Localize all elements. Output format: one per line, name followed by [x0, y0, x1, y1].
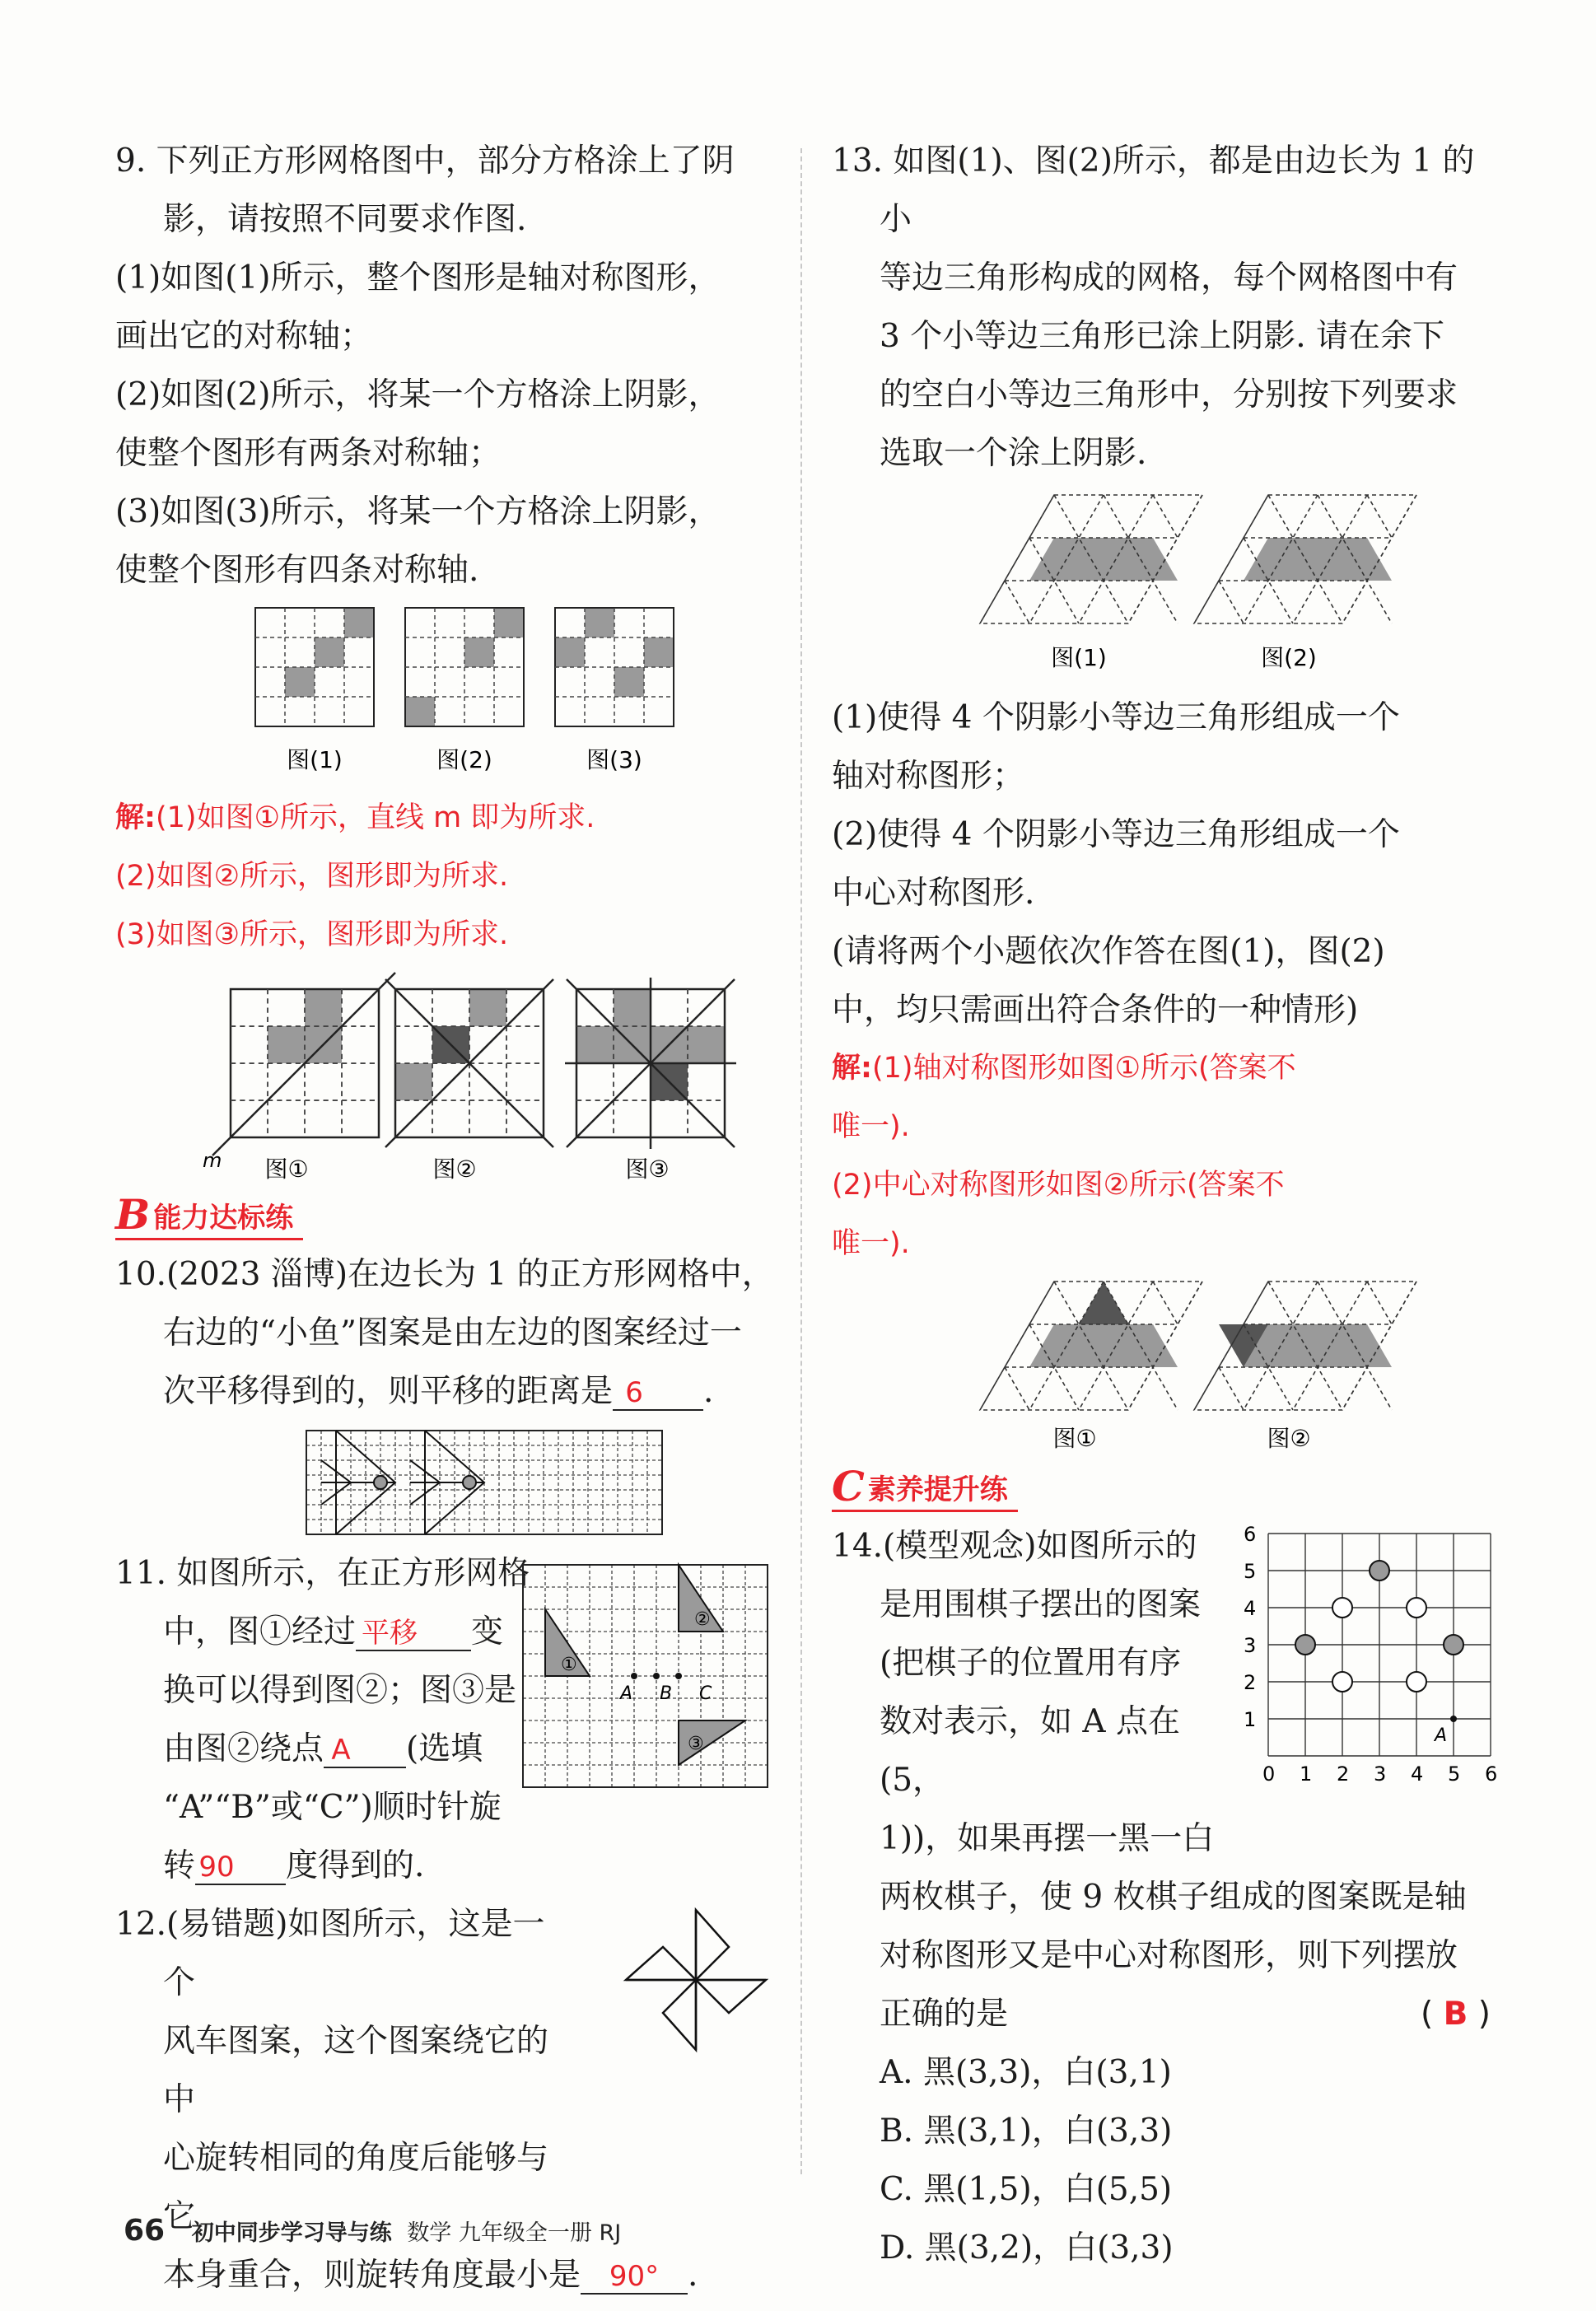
q14-x-tick: 3 [1374, 1762, 1387, 1786]
q14-stem-bottom: 两枚棋子，使 9 枚棋子组成的图案既是轴 对称图形又是中心对称图形，则下列摆放 正确的是 ( B ) [832, 1868, 1499, 2043]
q10-stem: 10.(2023 淄博)在边长为 1 的正方形网格中， 右边的“小鱼”图案是由左边的图案经过一 次平移得到的，则平移的距离是 6 . [115, 1256, 774, 1410]
q9-part2: (2)如图(2)所示，将某一个方格涂上阴影， 使整个图形有两条对称轴； [115, 376, 721, 472]
q13-note: (请将两个小题依次作答在图(1)，图(2) 中，均只需画出符合条件的一种情形) [832, 933, 1385, 1029]
q13-stem: 13. 如图(1)、图(2)所示，都是由边长为 1 的小 等边三角形构成的网格，每个网格图中有 3 个小等边三角形已涂上阴影. 请在余下 的空白小等边三角形中，分别按下列要求 选取一个涂上阴影. [832, 142, 1475, 472]
q13-fig-label-2: 图(2) [1261, 644, 1317, 671]
q14-option-a: A. 黑(3,3)，白(3,1) [880, 2054, 1172, 2091]
q14-option-b: B. 黑(3,1)，白(3,3) [880, 2113, 1173, 2150]
q11-point-c: C [699, 1683, 712, 1704]
q13-answer-fig-label-1: 图① [1052, 1425, 1097, 1452]
q10-fish-figure [115, 1421, 782, 1544]
q14-x-tick: 5 [1448, 1762, 1461, 1786]
q11-stem: 11. 如图所示，在正方形网格 中，图①经过 平移 变 换可以得到图②；图③是 由图②绕点 A (选填 “A”“B”或“C”)顺时针旋 转 90 度得到的. [115, 1555, 530, 1884]
q9-answer-1: 解:(1)如图①所示，直线 m 即为所求. [115, 801, 595, 834]
q11-label-2: ② [694, 1609, 711, 1630]
q14-point-a: A [1435, 1725, 1448, 1746]
column-divider [800, 148, 802, 2174]
q14-answer-bracket: ( B ) [1421, 1996, 1491, 2033]
q9-part1: (1)如图(1)所示，整个图形是轴对称图形， 画出它的对称轴； [115, 259, 721, 355]
q14-y-tick: 3 [1244, 1634, 1257, 1657]
q10-fish-right [410, 1431, 484, 1534]
left-column [115, 132, 782, 2304]
q9-part3: (3)如图(3)所示，将某一个方格涂上阴影， 使整个图形有四条对称轴. [115, 493, 721, 589]
q9-fig-label-2: 图(2) [436, 746, 492, 773]
q13-question-figures [832, 483, 1499, 689]
q13-grid-2 [1194, 495, 1416, 623]
q11-answer-3-blank: 90 [195, 1851, 286, 1885]
q12-stem: 12.(易错题)如图所示，这是一个 风车图案，这个图案绕它的中 心旋转相同的角度后能够与它 [115, 1906, 549, 2235]
q13-part2: (2)使得 4 个阴影小等边三角形组成一个 中心对称图形. [832, 816, 1400, 912]
q11-answer-2-blank: A [324, 1734, 406, 1768]
q11-figure [519, 1561, 774, 1800]
q10-answer-blank: 6 [613, 1376, 703, 1411]
q13-answer-grid-1 [980, 1282, 1202, 1410]
q9-fig-label-3: 图(3) [586, 746, 642, 773]
q9-answer-figures [115, 964, 782, 1187]
q9-answer-grid-1 [203, 973, 395, 1172]
q11-point-b: B [660, 1683, 673, 1704]
q14-option-d: D. 黑(3,2)，白(3,3) [880, 2229, 1174, 2267]
q14-x-tick: 4 [1411, 1762, 1424, 1786]
q11-answer-1-blank: 平移 [356, 1617, 471, 1651]
q12-answer-blank: 90° [581, 2260, 688, 2295]
q14-option-c: C. 黑(1,5)，白(5,5) [880, 2171, 1173, 2208]
section-b-header: B 能力达标练 [115, 1192, 303, 1240]
q14-y-tick: 6 [1244, 1523, 1257, 1546]
question-9 [115, 132, 782, 1187]
q13-answer-2: (2)中心对称图形如图②所示(答案不 唯一). [832, 1169, 1285, 1260]
q13-fig-label-1: 图(1) [1051, 644, 1107, 671]
page-footer [124, 2214, 621, 2248]
q13-part1: (1)使得 4 个阴影小等边三角形组成一个 轴对称图形； [832, 699, 1400, 795]
q9-stem: 9. 下列正方形网格图中，部分方格涂上了阴 影，请按照不同要求作图. [115, 142, 735, 238]
q14-y-tick: 2 [1244, 1671, 1257, 1694]
q14-x-tick: 2 [1337, 1762, 1350, 1786]
q9-question-figures [115, 600, 782, 789]
q9-answer-fig-label-2: 图② [432, 1156, 477, 1183]
q12-windmill-figure [618, 1902, 774, 2058]
q14-x-tick: 1 [1300, 1762, 1313, 1786]
q9-fig-label-1: 图(1) [287, 746, 343, 773]
q9-line-m-label: m [203, 1149, 222, 1172]
q11-label-3: ③ [688, 1734, 704, 1754]
q14-stem-top: 14.(模型观念)如图所示的 是用围棋子摆出的图案 (把棋子的位置用有序 数对表示，如 A 点在(5， 1))，如果再摆一黑一白 [832, 1528, 1215, 1857]
q14-x-tick: 6 [1485, 1762, 1498, 1786]
q13-answer-figures [832, 1273, 1499, 1459]
right-column [832, 132, 1499, 2277]
book-subject: 数学 九年级全一册 RJ [407, 2220, 622, 2246]
q14-x-tick: 0 [1262, 1762, 1276, 1786]
section-c-header: C 素养提升练 [832, 1464, 1018, 1512]
q9-grid-2 [405, 608, 524, 726]
q14-y-tick: 1 [1244, 1708, 1257, 1731]
q11-label-1: ① [561, 1655, 577, 1675]
q9-answer-grid-2 [385, 979, 553, 1147]
q11-point-a: A [620, 1683, 633, 1704]
q9-answer-2: (2)如图②所示，图形即为所求. [115, 860, 509, 893]
q9-answer-fig-label-1: 图① [264, 1156, 309, 1183]
question-14 [832, 1517, 1499, 2277]
question-11 [115, 1544, 782, 1895]
q10-fish-left [321, 1431, 395, 1534]
page-number: 66 [124, 2214, 166, 2248]
q14-go-board-figure [1235, 1517, 1499, 1789]
q14-y-tick: 4 [1244, 1597, 1257, 1620]
q13-answer-fig-label-2: 图② [1267, 1425, 1311, 1452]
book-title: 初中同步学习导与练 [191, 2220, 392, 2246]
q9-grid-3 [555, 608, 674, 726]
q9-answer-3: (3)如图③所示，图形即为所求. [115, 918, 509, 951]
q13-grid-1 [980, 495, 1202, 623]
q9-answer-fig-label-3: 图③ [625, 1156, 670, 1183]
q9-answer-grid-3 [565, 978, 736, 1149]
question-13 [832, 132, 1499, 1459]
question-10 [115, 1245, 782, 1544]
q12-stem-last: 本身重合，则旋转角度最小是 90° . [163, 2257, 698, 2294]
q9-grid-1 [255, 608, 374, 726]
q14-y-tick: 5 [1244, 1560, 1257, 1583]
q13-answer-1: 解:(1)轴对称图形如图①所示(答案不 唯一). [832, 1052, 1296, 1143]
q13-answer-grid-2 [1194, 1282, 1416, 1410]
